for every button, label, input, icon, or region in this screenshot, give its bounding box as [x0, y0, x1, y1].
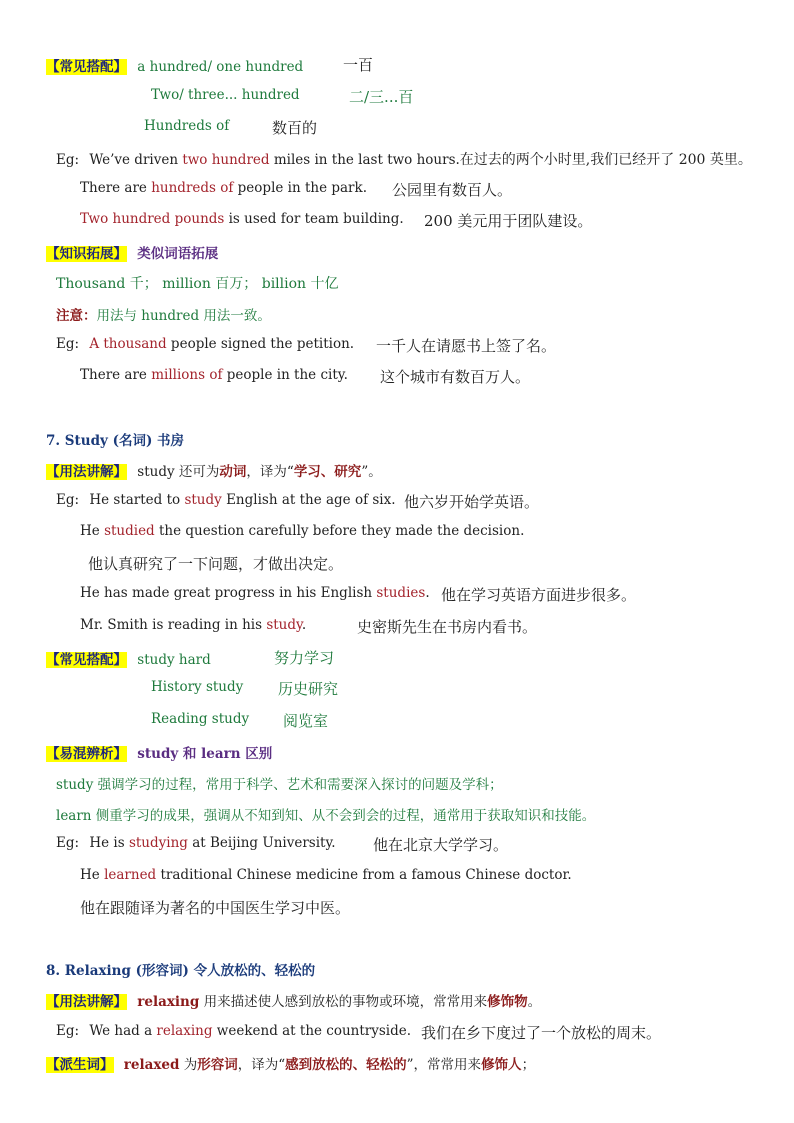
- usage-tag: 【用法讲解】: [46, 994, 127, 1010]
- eg-label: Eg:: [56, 152, 80, 168]
- translation: 他在学习英语方面进步很多。: [441, 586, 637, 604]
- example-line: [80, 617, 306, 633]
- example-line: [56, 835, 336, 851]
- example-line: [56, 492, 396, 508]
- example-text: He started to: [89, 492, 185, 508]
- derived-text: ”，常常用来: [406, 1057, 482, 1073]
- collocations-tag: 【常见搭配】: [46, 59, 127, 75]
- collocation-zh: 历史研究: [278, 680, 339, 698]
- collocation-zh: 努力学习: [274, 649, 335, 667]
- highlight-word: hundreds of: [151, 180, 234, 196]
- translation: 我们在乡下度过了一个放松的周末。: [421, 1024, 662, 1042]
- translation: 他在北京大学学习。: [373, 836, 509, 854]
- usage-text: study 还可为: [137, 464, 220, 480]
- usage-text: ”。: [361, 464, 382, 480]
- example-text: traditional Chinese medicine from a famous Chinese doctor.: [156, 867, 572, 883]
- translation: 史密斯先生在书房内看书。: [357, 618, 538, 636]
- highlight-word: two hundred: [182, 152, 270, 168]
- usage-text: 用来描述使人感到放松的事物或环境，常常用来: [199, 994, 488, 1010]
- example-line: [56, 149, 752, 169]
- collocation-en: study hard: [137, 652, 211, 668]
- example-text: miles in the last two hours.: [269, 152, 460, 168]
- collocations-tag: 【常见搭配】: [46, 652, 127, 668]
- collocation-en: Two/ three... hundred: [151, 87, 300, 103]
- translation: 他认真研究了一下问题，才做出决定。: [88, 555, 344, 573]
- translation: 他六岁开始学英语。: [404, 493, 540, 511]
- example-text: people in the park.: [233, 180, 367, 196]
- extension-tag: 【知识拓展】: [46, 246, 127, 262]
- eg-label: Eg:: [56, 492, 80, 508]
- highlight-word: millions of: [151, 367, 223, 383]
- translation: 公园里有数百人。: [392, 181, 513, 199]
- translation: 一千人在请愿书上签了名。: [376, 337, 557, 355]
- extension-words: Thousand 千； million 百万； billion 十亿: [56, 276, 339, 292]
- usage-text: 。: [527, 994, 542, 1010]
- derived-text: 为: [179, 1057, 198, 1073]
- derived-tag: 【派生词】: [46, 1057, 114, 1073]
- eg-label: Eg:: [56, 336, 80, 352]
- example-line: [80, 523, 524, 539]
- collocations-row-1: [46, 648, 211, 668]
- example-text: is used for team building.: [224, 211, 404, 227]
- highlight-word: study: [184, 492, 222, 508]
- example-line: [80, 367, 348, 383]
- translation: 这个城市有数百万人。: [380, 368, 531, 386]
- example-line: [80, 867, 572, 883]
- example-text: There are: [80, 180, 152, 196]
- example-text: Mr. Smith is reading in his: [80, 617, 267, 633]
- note-label: 注意：: [56, 308, 97, 324]
- translation: 200 美元用于团队建设。: [424, 212, 593, 230]
- eg-label: Eg:: [56, 1023, 80, 1039]
- highlight-word: studied: [104, 523, 155, 539]
- learn-definition: learn 侧重学习的成果，强调从不知到知、从不会到会的过程，通常用于获取知识和技能。: [56, 808, 596, 824]
- example-text: weekend at the countryside.: [212, 1023, 412, 1039]
- collocation-zh: 二/三...百: [349, 88, 414, 106]
- example-line: [80, 585, 430, 601]
- example-text: English at the age of six.: [221, 492, 396, 508]
- derived-highlight: 感到放松的、轻松的: [285, 1057, 407, 1073]
- highlight-word: studies: [376, 585, 426, 601]
- derived-text: ，译为“: [237, 1057, 286, 1073]
- collocation-en: History study: [151, 679, 244, 695]
- example-text: people in the city.: [222, 367, 348, 383]
- extension-row: [46, 242, 218, 262]
- usage-row: [46, 990, 541, 1010]
- example-line: [80, 211, 404, 227]
- derived-text: ；: [521, 1057, 536, 1073]
- collocation-en: Reading study: [151, 711, 250, 727]
- example-line: [80, 180, 367, 196]
- highlight-word: study: [266, 617, 302, 633]
- example-text: at Beijing University.: [187, 835, 336, 851]
- derived-row: [46, 1053, 535, 1073]
- example-text: He: [80, 523, 105, 539]
- example-text: He: [80, 867, 105, 883]
- example-text: There are: [80, 367, 152, 383]
- example-text: We’ve driven: [89, 152, 183, 168]
- usage-highlight: 修饰物: [487, 994, 528, 1010]
- example-line: [56, 336, 354, 352]
- translation: 在过去的两个小时里,我们已经开了 200 英里。: [459, 152, 752, 168]
- example-line: [56, 1023, 411, 1039]
- highlight-word: studying: [128, 835, 188, 851]
- example-text: the question carefully before they made the decision.: [154, 523, 525, 539]
- note-text: 用法与 hundred 用法一致。: [96, 308, 271, 324]
- highlight-word: learned: [104, 867, 157, 883]
- collocation-zh: 一百: [343, 56, 374, 74]
- collocation-zh: 阅览室: [283, 712, 329, 730]
- example-text: .: [425, 585, 430, 601]
- section-heading: 8. Relaxing (形容词) 令人放松的、轻松的: [46, 963, 316, 979]
- collocation-en: Hundreds of: [144, 118, 230, 134]
- example-text: people signed the petition.: [166, 336, 355, 352]
- extension-title: 类似词语拓展: [137, 246, 219, 262]
- confusion-tag: 【易混辨析】: [46, 746, 127, 762]
- section-heading: 7. Study (名词) 书房: [46, 433, 185, 449]
- usage-text: ，译为“: [246, 464, 294, 480]
- collocations-row-1: [46, 55, 303, 75]
- example-text: He has made great progress in his English: [80, 585, 377, 601]
- highlight-word: A thousand: [89, 336, 167, 352]
- example-text: .: [301, 617, 307, 633]
- usage-highlight: 动词: [219, 464, 247, 480]
- derived-highlight: 形容词: [197, 1057, 238, 1073]
- note-row: [56, 304, 271, 324]
- example-text: We had a: [89, 1023, 157, 1039]
- usage-tag: 【用法讲解】: [46, 464, 127, 480]
- collocation-zh: 数百的: [272, 119, 318, 137]
- usage-highlight: 学习、研究: [293, 464, 362, 480]
- highlight-word: relaxing: [156, 1023, 213, 1039]
- derived-highlight: 修饰人: [481, 1057, 522, 1073]
- confusion-title: study 和 learn 区别: [137, 746, 273, 762]
- confusion-row: [46, 742, 272, 762]
- translation: 他在跟随译为著名的中国医生学习中医。: [80, 899, 351, 917]
- example-text: He is: [89, 835, 129, 851]
- usage-row: [46, 460, 382, 480]
- eg-label: Eg:: [56, 835, 80, 851]
- collocation-en: a hundred/ one hundred: [137, 59, 304, 75]
- derived-word: relaxed: [123, 1057, 180, 1073]
- usage-highlight: relaxing: [137, 994, 200, 1010]
- highlight-word: Two hundred pounds: [80, 211, 225, 227]
- study-definition: study 强调学习的过程，常用于科学、艺术和需要深入探讨的问题及学科；: [56, 777, 503, 793]
